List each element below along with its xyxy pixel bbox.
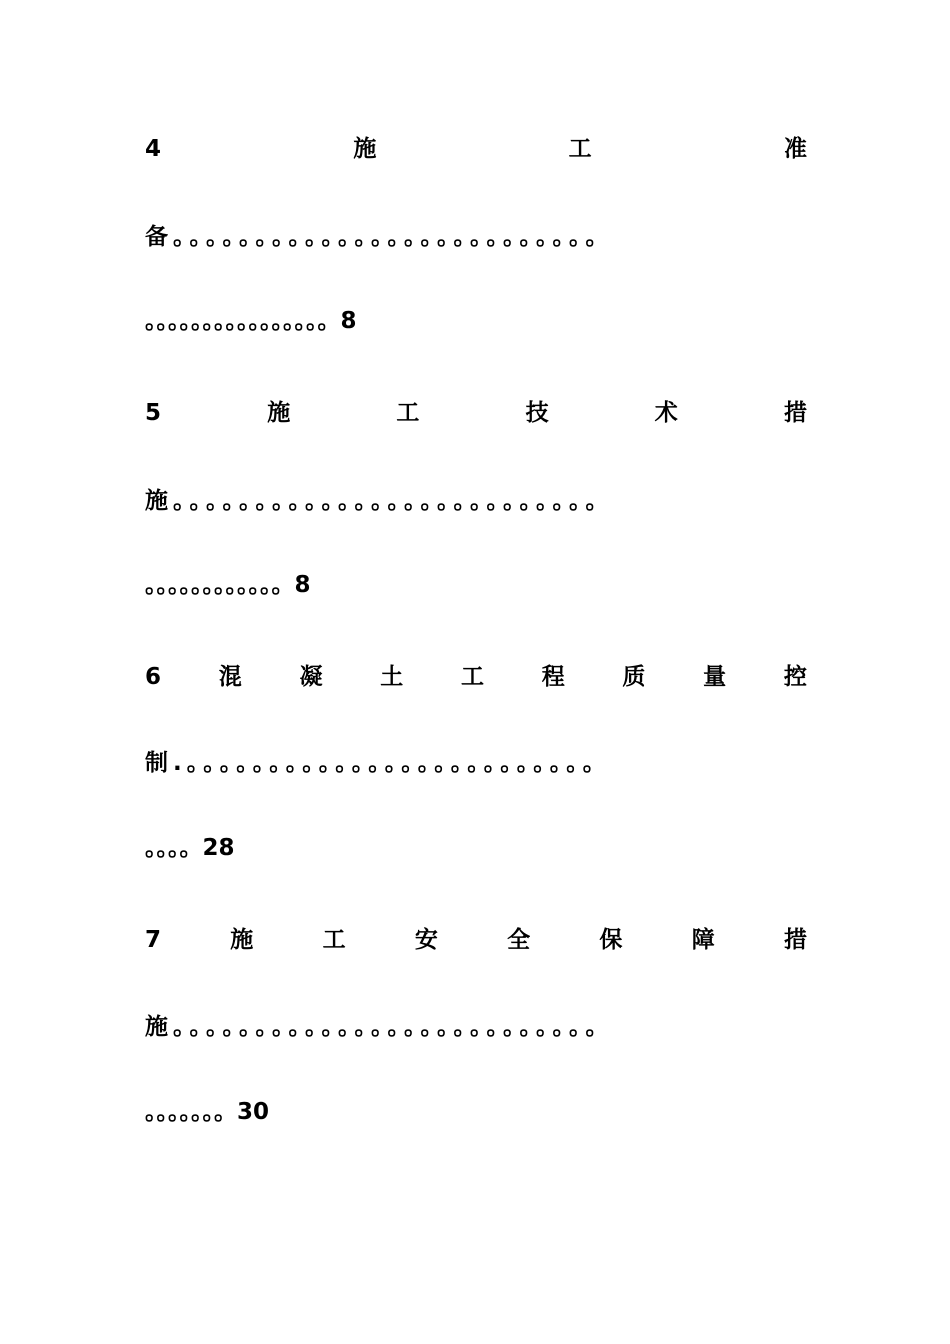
toc-page-number: 28 [202, 835, 235, 861]
toc-heading-char: 施 [353, 136, 377, 162]
toc-heading-char: 控 [783, 664, 807, 690]
toc-page-number: 8 [340, 308, 357, 334]
toc-heading-char: 施 [230, 927, 254, 953]
toc-entry-5-leader: 施。。。。。。。。。。。。。。。。。。。。。。。。。。 [145, 488, 614, 514]
toc-heading-char: 工 [568, 136, 592, 162]
toc-heading-char: 混 [218, 664, 242, 690]
toc-heading-char: 保 [599, 927, 623, 953]
toc-heading-char: 量 [703, 664, 727, 690]
toc-heading-char: 安 [414, 927, 438, 953]
toc-entry-5-page-line[interactable] [145, 567, 807, 603]
toc-entry-4-leader: 备。。。。。。。。。。。。。。。。。。。。。。。。。。 [145, 224, 614, 250]
toc-leader-dots: 。。。。 [145, 835, 203, 861]
toc-entry-7-page-line[interactable] [145, 1094, 807, 1130]
toc-leader-dots: 。。。。。。。。。。。。 [145, 572, 295, 598]
toc-heading-char: 措 [783, 400, 807, 426]
toc-page-number: 8 [294, 572, 311, 598]
toc-entry-4-heading[interactable] [145, 131, 807, 167]
toc-heading-char: 工 [460, 664, 484, 690]
toc-page-number: 30 [237, 1099, 270, 1125]
toc-entry-6-page-line[interactable] [145, 830, 807, 866]
toc-heading-char: 5 [145, 400, 162, 426]
toc-heading-char: 术 [654, 400, 678, 426]
toc-heading-char: 4 [145, 136, 162, 162]
toc-heading-char: 施 [267, 400, 291, 426]
toc-heading-char: 质 [622, 664, 646, 690]
toc-heading-char: 凝 [299, 664, 323, 690]
toc-heading-char: 措 [783, 927, 807, 953]
toc-heading-char: 工 [322, 927, 346, 953]
toc-heading-char: 技 [525, 400, 549, 426]
toc-entry-6-leader: 制.。。。。。。。。。。。。。。。。。。。。。。。。。 [145, 750, 611, 776]
toc-heading-char: 7 [145, 927, 162, 953]
toc-heading-char: 6 [145, 664, 162, 690]
toc-leader-dots: 。。。。。。。。。。。。。。。。 [145, 308, 341, 334]
toc-heading-char: 全 [507, 927, 531, 953]
toc-entry-4-page-line[interactable] [145, 303, 807, 339]
toc-heading-char: 障 [691, 927, 715, 953]
toc-heading-char: 土 [380, 664, 404, 690]
toc-entry-7-leader: 施。。。。。。。。。。。。。。。。。。。。。。。。。。 [145, 1014, 614, 1040]
toc-heading-char: 准 [784, 136, 807, 162]
toc-entry-5-heading[interactable] [145, 395, 807, 431]
toc-entry-7-heading[interactable] [145, 922, 807, 958]
toc-heading-char: 工 [396, 400, 420, 426]
toc-leader-dots: 。。。。。。。 [145, 1099, 237, 1125]
toc-entry-6-heading[interactable] [145, 659, 807, 695]
toc-heading-char: 程 [541, 664, 565, 690]
